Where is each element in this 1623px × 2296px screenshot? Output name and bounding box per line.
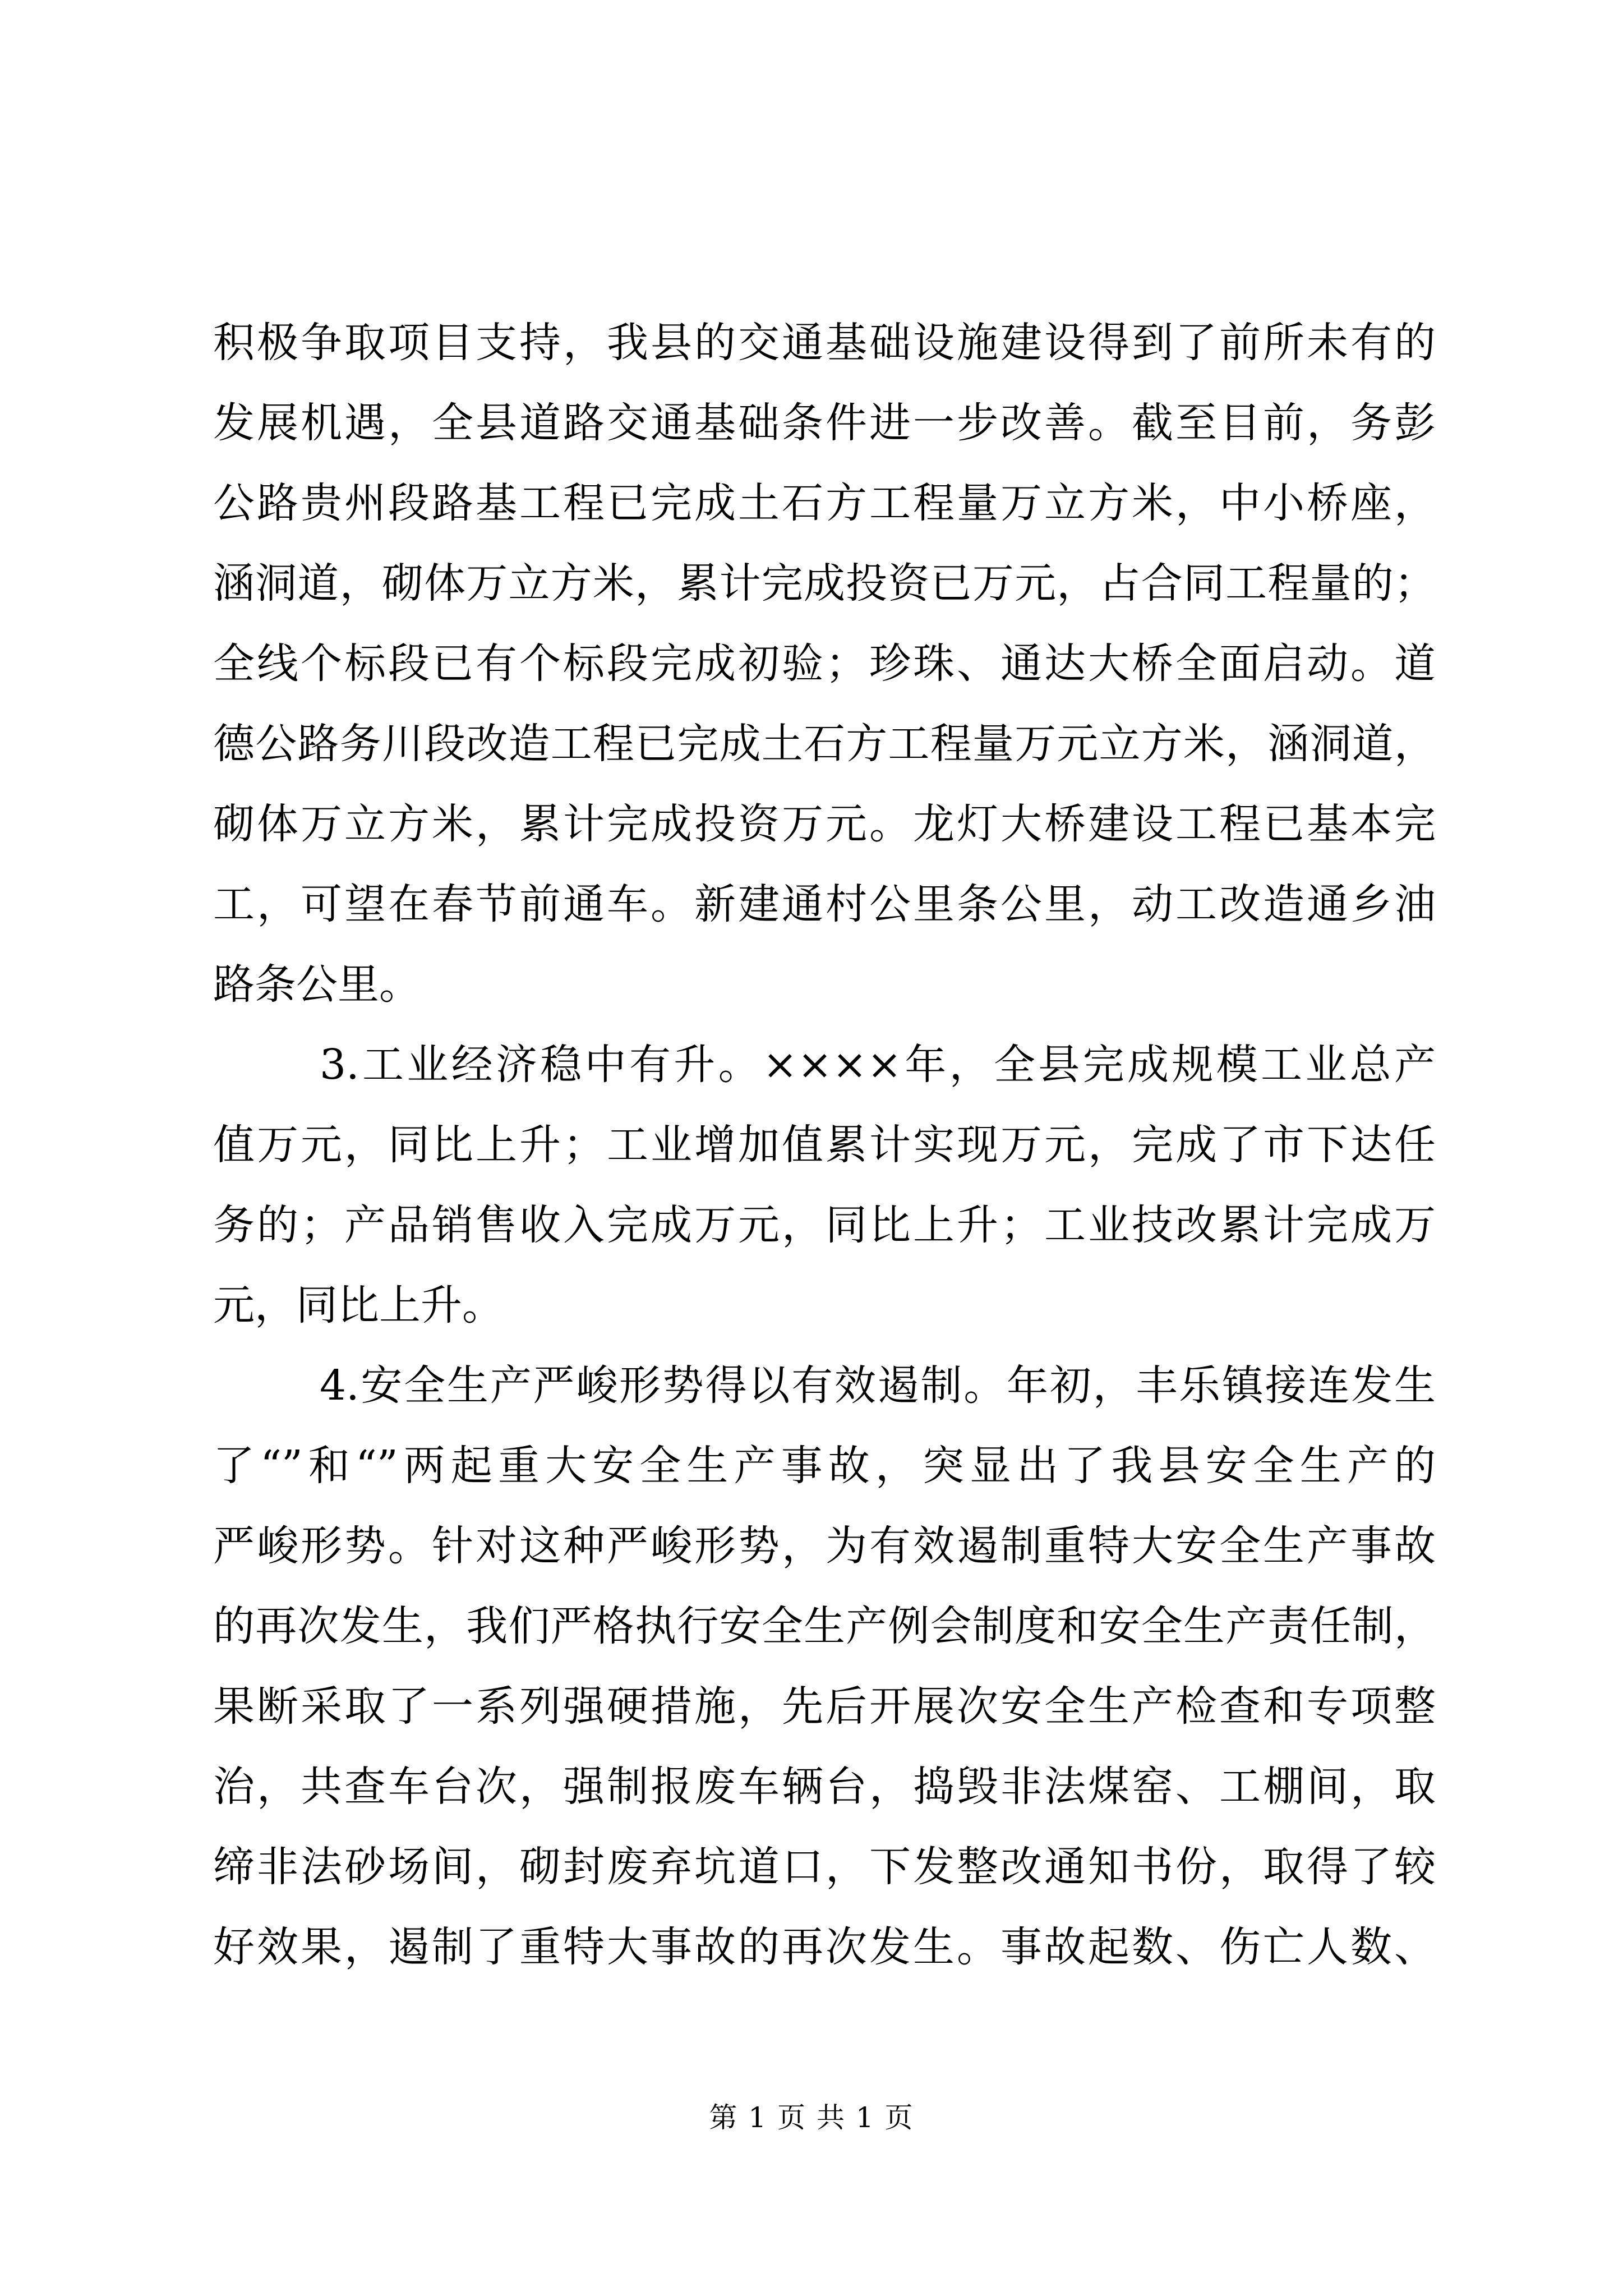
text-line: 工，可望在春节前通车。新建通村公里条公里，动工改造通乡油 [213, 880, 1436, 928]
text-line: 公路贵州段路基工程已完成土石方工程量万立方米，中小桥座， [213, 479, 1436, 527]
text-line: 涵洞道，砌体万立方米，累计完成投资已万元，占合同工程量的； [213, 559, 1436, 608]
text-line: 砌体万立方米，累计完成投资万元。龙灯大桥建设工程已基本完 [213, 800, 1436, 848]
text-line: 积极争取项目支持，我县的交通基础设施建设得到了前所未有的 [213, 319, 1436, 367]
section-heading-line: 3.工业经济稳中有升。××××年，全县完成规模工业总产 [320, 1041, 1436, 1089]
page-number-footer: 第 1 页 共 1 页 [709, 2101, 914, 2134]
text-line: 果断采取了一系列强硬措施，先后开展次安全生产检查和专项整 [213, 1682, 1436, 1731]
text-line: 务的；产品销售收入完成万元，同比上升；工业技改累计完成万 [213, 1201, 1436, 1249]
text-line: 元，同比上升。 [213, 1281, 504, 1329]
text-line: 德公路务川段改造工程已完成土石方工程量万元立方米，涵洞道， [213, 720, 1436, 768]
text-line: 了“”和“”两起重大安全生产事故，突显出了我县安全生产的 [213, 1442, 1436, 1490]
text-line: 的再次发生，我们严格执行安全生产例会制度和安全生产责任制， [213, 1602, 1436, 1650]
document-body [213, 303, 1436, 1987]
text-line: 好效果，遏制了重特大事故的再次发生。事故起数、伤亡人数、 [213, 1923, 1436, 1971]
text-line: 路条公里。 [213, 960, 421, 1009]
section-heading-line: 4.安全生产严峻形势得以有效遏制。年初，丰乐镇接连发生 [320, 1361, 1436, 1410]
text-line: 治，共查车台次，强制报废车辆台，捣毁非法煤窑、工棚间，取 [213, 1763, 1436, 1811]
text-line: 值万元，同比上升；工业增加值累计实现万元，完成了市下达任 [213, 1121, 1436, 1169]
text-line: 缔非法砂场间，砌封废弃坑道口，下发整改通知书份，取得了较 [213, 1843, 1436, 1891]
text-line: 全线个标段已有个标段完成初验；珍珠、通达大桥全面启动。道 [213, 639, 1436, 688]
text-line: 发展机遇，全县道路交通基础条件进一步改善。截至目前，务彭 [213, 399, 1436, 447]
text-line: 严峻形势。针对这种严峻形势，为有效遏制重特大安全生产事故 [213, 1522, 1436, 1570]
